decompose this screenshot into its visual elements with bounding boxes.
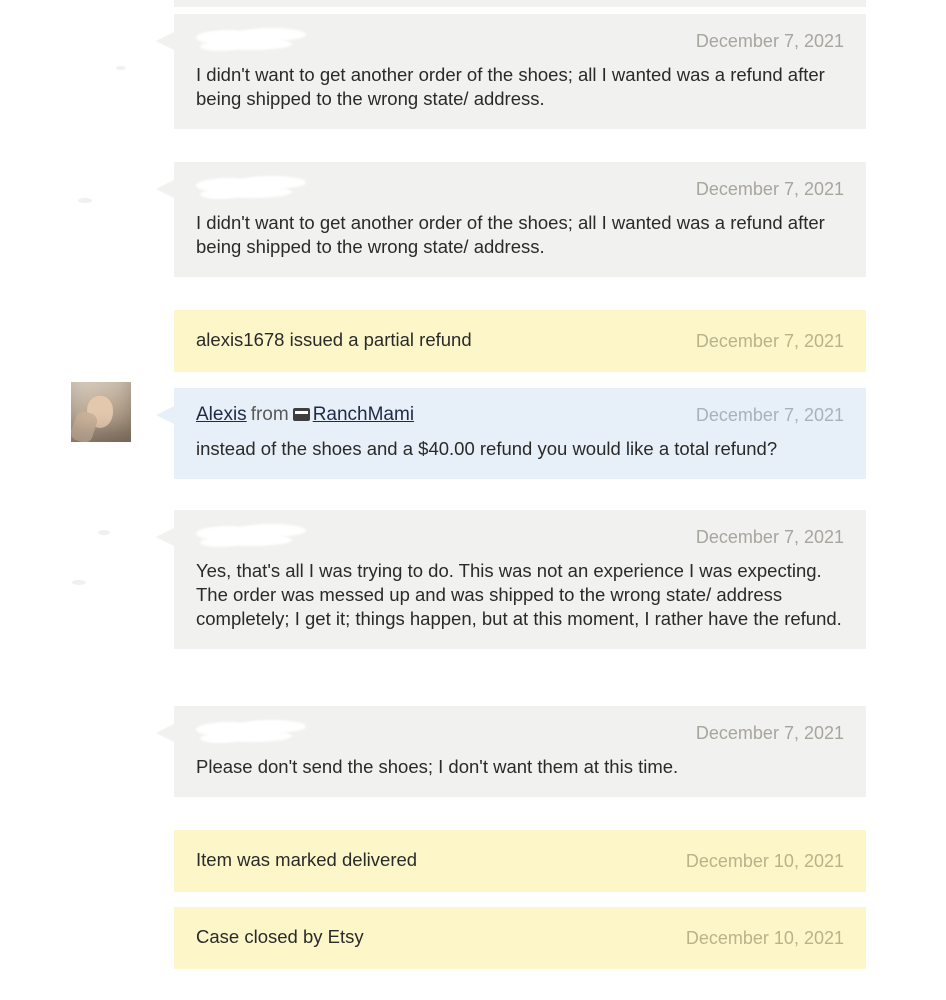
message-row-system[interactable] bbox=[174, 310, 866, 372]
bubble-tail bbox=[156, 32, 174, 50]
message-row[interactable] bbox=[174, 706, 866, 797]
message-date: December 7, 2021 bbox=[695, 331, 844, 351]
message-row-system[interactable] bbox=[174, 907, 866, 969]
note-header bbox=[196, 328, 844, 354]
note-label: alexis1678 issued a partial refund bbox=[196, 329, 472, 350]
message-bubble-note bbox=[174, 830, 866, 892]
note-header bbox=[196, 925, 844, 951]
note-label: Case closed by Etsy bbox=[196, 926, 364, 947]
message-row-system[interactable] bbox=[174, 830, 866, 892]
shop-name-link[interactable] bbox=[293, 404, 414, 425]
message-row[interactable] bbox=[174, 510, 866, 649]
message-bubble-seller bbox=[174, 388, 866, 479]
previous-message-sliver bbox=[174, 0, 866, 7]
message-header bbox=[196, 720, 844, 746]
message-text: instead of the shoes and a $40.00 refund you would like a total refund? bbox=[196, 438, 778, 459]
bubble-tail bbox=[156, 528, 174, 546]
storefront-icon bbox=[293, 408, 310, 421]
message-text: I didn't want to get another order of the shoes; all I wanted was a refund after being shipped to the wrong state/ address. bbox=[196, 64, 825, 109]
from-word: from bbox=[250, 404, 289, 425]
message-bubble-buyer bbox=[174, 162, 866, 277]
message-row-seller[interactable] bbox=[174, 388, 866, 479]
message-header bbox=[196, 176, 844, 202]
message-date: December 7, 2021 bbox=[695, 405, 844, 425]
message-row[interactable] bbox=[174, 14, 866, 129]
message-date: December 7, 2021 bbox=[695, 31, 844, 51]
message-bubble-buyer bbox=[174, 510, 866, 649]
gutter-smudge bbox=[72, 580, 86, 585]
redacted-sender-name bbox=[196, 720, 316, 742]
avatar bbox=[71, 382, 131, 442]
note-header bbox=[196, 848, 844, 874]
message-bubble-buyer bbox=[174, 14, 866, 129]
shop-name-label: RanchMami bbox=[312, 404, 415, 425]
sender-line bbox=[196, 402, 414, 428]
message-bubble-note bbox=[174, 907, 866, 969]
message-header bbox=[196, 402, 844, 428]
bubble-tail bbox=[156, 180, 174, 198]
message-header bbox=[196, 28, 844, 54]
note-label: Item was marked delivered bbox=[196, 849, 418, 870]
message-bubble-note bbox=[174, 310, 866, 372]
redacted-sender-name bbox=[196, 28, 316, 50]
redacted-sender-name bbox=[196, 176, 316, 198]
message-text: Yes, that's all I was trying to do. This was not an experience I was expecting. The order was messed up and was shipped to the wrong state/ address completely; I get it; things happen, but at this moment, I rather have the refund. bbox=[196, 560, 842, 629]
message-row[interactable] bbox=[174, 162, 866, 277]
gutter-smudge bbox=[78, 198, 92, 203]
message-date: December 7, 2021 bbox=[695, 723, 844, 743]
message-date: December 7, 2021 bbox=[695, 179, 844, 199]
sender-name-link[interactable]: Alexis bbox=[196, 404, 247, 425]
gutter-smudge bbox=[98, 530, 110, 535]
message-date: December 10, 2021 bbox=[685, 928, 844, 948]
message-date: December 10, 2021 bbox=[685, 851, 844, 871]
message-bubble-buyer bbox=[174, 706, 866, 797]
gutter-smudge bbox=[116, 66, 126, 70]
message-date: December 7, 2021 bbox=[695, 527, 844, 547]
message-text: Please don't send the shoes; I don't want them at this time. bbox=[196, 756, 679, 777]
bubble-tail bbox=[156, 406, 174, 424]
message-header bbox=[196, 524, 844, 550]
bubble-tail bbox=[156, 724, 174, 742]
redacted-sender-name bbox=[196, 524, 316, 546]
message-text: I didn't want to get another order of the shoes; all I wanted was a refund after being shipped to the wrong state/ address. bbox=[196, 212, 825, 257]
